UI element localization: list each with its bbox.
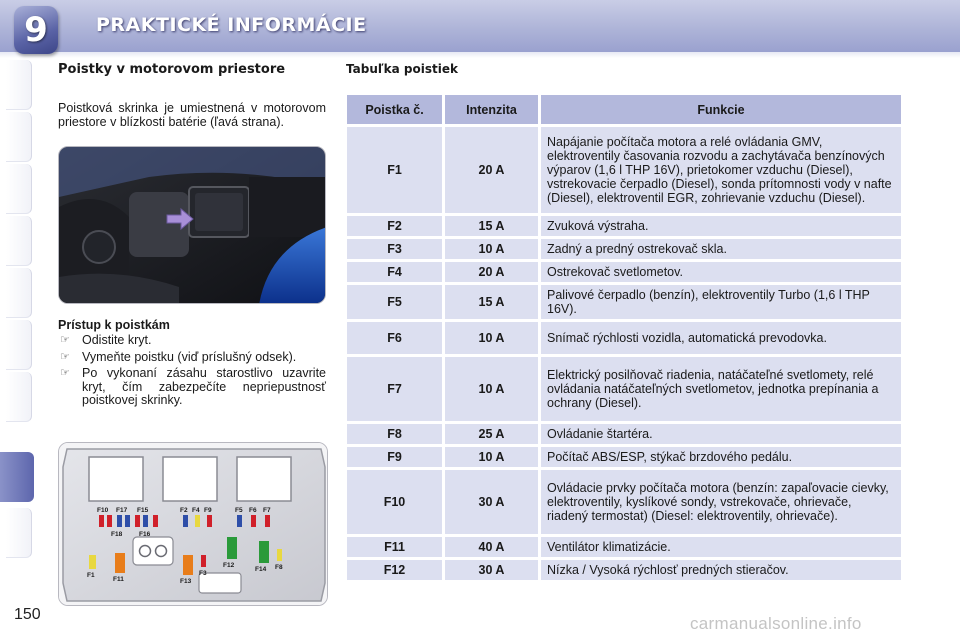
fuse-function: Napájanie počítača motora a relé ovládania GMV, elektroventily časovania rozvodu a zachytávača benzínových výparov (1,6 l THP 16V), prietokomer vzduchu (Diesel), vstrekovacie čerpadlo (Diesel), sonda prítomnosti vody v nafte (Diesel), elektroventil EGR, zohrievanie vzduchu (Diesel). (541, 127, 901, 213)
fuse-f15-b (143, 515, 148, 527)
side-tab-9-active[interactable] (0, 452, 34, 502)
fuse-amperage: 10 A (445, 239, 538, 259)
fuse-function: Ventilátor klimatizácie. (541, 537, 901, 557)
table-header-row (347, 95, 901, 124)
label-f12: F12 (223, 562, 235, 569)
engine-bay-illustration (59, 147, 326, 304)
fuse-f11 (115, 553, 125, 573)
access-steps (58, 334, 326, 411)
label-f13: F13 (180, 578, 192, 585)
fuse-number: F8 (347, 424, 442, 444)
bullet-icon: ☞ (60, 334, 70, 346)
fuse-f10-a (99, 515, 104, 527)
fuse-f9 (207, 515, 212, 527)
chapter-side-tabs (0, 60, 34, 580)
fuse-f12 (227, 537, 237, 559)
table-row (347, 262, 901, 282)
fuse-number: F5 (347, 285, 442, 319)
fuse-f16 (153, 515, 158, 527)
fuse-number: F2 (347, 216, 442, 236)
fuse-amperage: 20 A (445, 127, 538, 213)
page-number: 150 (14, 606, 41, 623)
side-tab-5[interactable] (6, 268, 32, 318)
fusebox-diagram (58, 442, 328, 606)
fuse-amperage: 20 A (445, 262, 538, 282)
fuse-number: F9 (347, 447, 442, 467)
bullet-icon: ☞ (60, 367, 70, 379)
header-functions: Funkcie (541, 95, 901, 124)
label-f4: F4 (192, 507, 200, 514)
fuse-number: F3 (347, 239, 442, 259)
fuse-amperage: 10 A (445, 357, 538, 421)
fuse-table (344, 92, 904, 583)
step-text: Vymeňte poistku (viď príslušný odsek). (82, 349, 297, 364)
table-row (347, 322, 901, 354)
engine-bay-photo (58, 146, 326, 304)
label-f1: F1 (87, 572, 95, 579)
label-f11: F11 (113, 576, 124, 583)
table-row (347, 537, 901, 557)
fuse-number: F10 (347, 470, 442, 534)
label-f16: F16 (139, 531, 151, 538)
fuse-f7 (265, 515, 270, 527)
fuse-function: Zvuková výstraha. (541, 216, 901, 236)
side-tab-10[interactable] (6, 508, 32, 558)
step-2 (58, 351, 326, 365)
fuse-f15-a (135, 515, 140, 527)
side-tab-4[interactable] (6, 216, 32, 266)
fuse-f6 (251, 515, 256, 527)
table-row (347, 285, 901, 319)
side-tab-7[interactable] (6, 372, 32, 422)
table-row (347, 216, 901, 236)
table-row (347, 447, 901, 467)
fuse-amperage: 40 A (445, 537, 538, 557)
fuse-amperage: 10 A (445, 447, 538, 467)
fuse-f8 (277, 549, 282, 561)
side-tab-6[interactable] (6, 320, 32, 370)
fuse-function: Ostrekovač svetlometov. (541, 262, 901, 282)
side-tab-3[interactable] (6, 164, 32, 214)
step-text: Odistite kryt. (82, 333, 152, 347)
fuse-amperage: 30 A (445, 560, 538, 580)
fuse-f1 (89, 555, 96, 569)
fuse-amperage: 25 A (445, 424, 538, 444)
step-text: Po vykonaní zásahu starostlivo uzavrite kryt, čím zabezpečíte nepriepustnosť poistkovej skrinky. (82, 366, 326, 407)
fuse-number: F1 (347, 127, 442, 213)
label-f3: F3 (199, 570, 207, 577)
label-f8: F8 (275, 564, 283, 571)
label-f17: F17 (116, 507, 128, 514)
fuse-f2 (183, 515, 188, 527)
intro-paragraph: Poistková skrinka je umiestnená v motorovom priestore v blízkosti batérie (ľavá strana). (58, 101, 326, 129)
table-row (347, 470, 901, 534)
section-title: Poistky v motorovom priestore (58, 62, 286, 77)
header-fuse-number: Poistka č. (347, 95, 442, 124)
table-row (347, 239, 901, 259)
step-3 (58, 367, 326, 408)
label-f9: F9 (204, 507, 212, 514)
fuse-f4 (195, 515, 200, 527)
chapter-title: PRAKTICKÉ INFORMÁCIE (96, 14, 367, 36)
fuse-number: F4 (347, 262, 442, 282)
fuse-number: F12 (347, 560, 442, 580)
fusebox-illustration (59, 443, 328, 606)
header-divider (0, 52, 960, 58)
side-tab-1[interactable] (6, 60, 32, 110)
table-row (347, 424, 901, 444)
label-f18: F18 (111, 531, 123, 538)
label-f5: F5 (235, 507, 243, 514)
bullet-icon: ☞ (60, 350, 70, 363)
label-f15: F15 (137, 507, 149, 514)
fuse-amperage: 30 A (445, 470, 538, 534)
table-row (347, 127, 901, 213)
fuse-function: Ovládanie štartéra. (541, 424, 901, 444)
watermark: carmanualsonline.info (690, 614, 862, 633)
step-1 (58, 334, 326, 348)
fuse-function: Palivové čerpadlo (benzín), elektroventily Turbo (1,6 l THP 16V). (541, 285, 901, 319)
access-title: Prístup k poistkám (58, 318, 170, 332)
label-f14: F14 (255, 566, 267, 573)
fuse-f10-b (107, 515, 112, 527)
fuse-function: Zadný a predný ostrekovač skla. (541, 239, 901, 259)
chapter-number-badge: 9 (14, 6, 58, 54)
fuse-amperage: 15 A (445, 216, 538, 236)
table-row (347, 560, 901, 580)
fuse-f14 (259, 541, 269, 563)
fuse-f17-b (125, 515, 130, 527)
fuse-function: Ovládacie prvky počítača motora (benzín: zapaľovacie cievky, elektroventily, kyslíkové sondy, vstrekovače, ohrievače, riadený termostat) (Diesel: elektroventily, ohrievače). (541, 470, 901, 534)
fuse-amperage: 15 A (445, 285, 538, 319)
fuse-number: F7 (347, 357, 442, 421)
label-f7: F7 (263, 507, 271, 514)
fuse-f13 (183, 555, 193, 575)
table-title: Tabuľka poistiek (346, 62, 458, 76)
fuse-f17 (117, 515, 122, 527)
table-row (347, 357, 901, 421)
fuse-function: Snímač rýchlosti vozidla, automatická prevodovka. (541, 322, 901, 354)
label-f10: F10 (97, 507, 109, 514)
label-f6: F6 (249, 507, 257, 514)
fuse-function: Nízka / Vysoká rýchlosť predných stieračov. (541, 560, 901, 580)
fuse-amperage: 10 A (445, 322, 538, 354)
fuse-function: Počítač ABS/ESP, stýkač brzdového pedálu. (541, 447, 901, 467)
fuse-f3 (201, 555, 206, 567)
fuse-function: Elektrický posilňovač riadenia, natáčateľné svetlomety, relé ovládania natáčateľných svetlometov, jednotka prepínania a ochrany (Diesel). (541, 357, 901, 421)
fuse-number: F11 (347, 537, 442, 557)
header-amperage: Intenzita (445, 95, 538, 124)
fuse-f5 (237, 515, 242, 527)
label-f2: F2 (180, 507, 188, 514)
fuse-number: F6 (347, 322, 442, 354)
side-tab-2[interactable] (6, 112, 32, 162)
